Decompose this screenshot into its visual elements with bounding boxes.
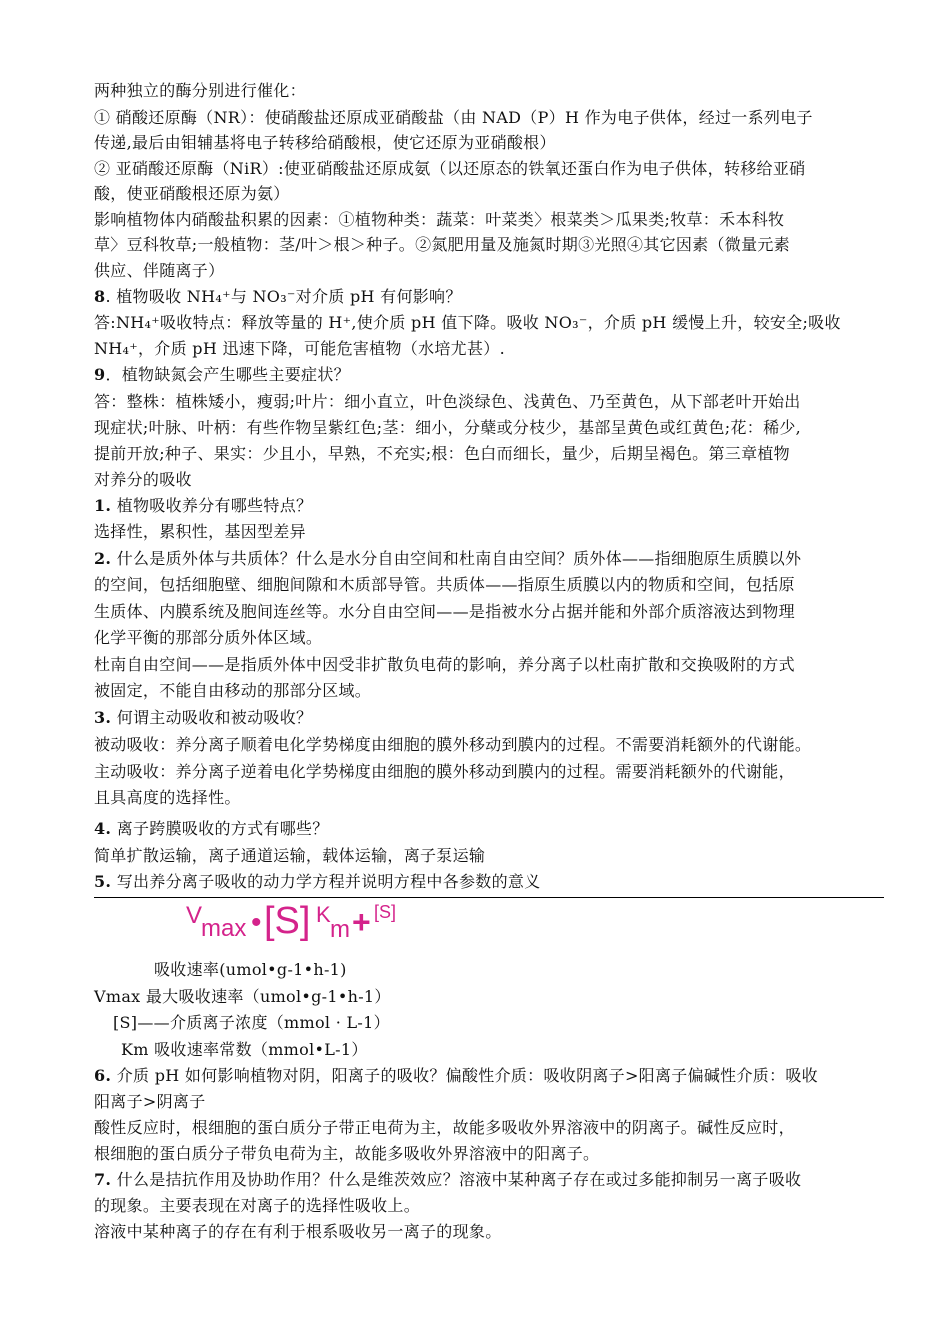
formula-max: max	[201, 915, 247, 942]
question-number: 3.	[94, 708, 112, 727]
text-line: 选择性，累积性，基因型差异	[94, 522, 306, 541]
param-s: [S]——介质离子浓度（mmol · L-1）	[113, 1013, 390, 1032]
question-text: 何谓主动吸收和被动吸收？	[116, 708, 313, 727]
question-text: 植物缺氮会产生哪些主要症状？	[121, 365, 350, 384]
text-line: 答:NH₄⁺吸收特点：释放等量的 H⁺,使介质 pH 值下降。吸收 NO₃⁻，介质 pH 缓慢上升，较安全;吸收	[94, 313, 841, 332]
text-line: 的空间，包括细胞壁、细胞间隙和木质部导管。共质体——指原生质膜以内的物质和空间，包括原	[94, 575, 795, 594]
text-line: 传递,最后由钼辅基将电子转移给硝酸根，使它还原为亚硝酸根）	[94, 133, 556, 152]
question-number: 8	[94, 287, 106, 306]
text-line: 简单扩散运输，离子通道运输，载体运输，离子泵运输	[94, 846, 486, 865]
question-number: 6.	[94, 1066, 112, 1085]
text-line: ① 硝酸还原酶（NR）：使硝酸盐还原成亚硝酸盐（由 NAD（P）H 作为电子供体，经过一系列电子	[94, 108, 813, 127]
text-line: 对养分的吸收	[94, 470, 192, 489]
text-line: 两种独立的酶分别进行催化：	[94, 81, 306, 100]
text-line: 答：整株：植株矮小，瘦弱;叶片：细小直立，叶色淡绿色、浅黄色、乃至黄色，从下部老叶开始出	[94, 392, 801, 411]
text-line: 主动吸收：养分离子逆着电化学势梯度由细胞的膜外移动到膜内的过程。需要消耗额外的代谢能，	[94, 762, 795, 781]
question-8: 8. 植物吸收 NH₄⁺与 NO₃⁻对介质 pH 有何影响？	[94, 287, 462, 306]
question-text: 介质 pH 如何影响植物对阴，阳离子的吸收？偏酸性介质：吸收阴离子>阳离子偏碱性介质：吸收	[116, 1066, 818, 1085]
question-text: 植物吸收 NH₄⁺与 NO₃⁻对介质 pH 有何影响？	[116, 287, 462, 306]
question-text: 什么是拮抗作用及协助作用？什么是维茨效应？溶液中某种离子存在或过多能抑制另一离子吸收	[116, 1170, 802, 1189]
question-number: 2.	[94, 549, 112, 568]
question-5	[94, 870, 541, 894]
formula-k: K	[316, 902, 331, 927]
formula-s2: [S]	[374, 902, 397, 922]
text-line: 现症状;叶脉、叶柄：有些作物呈紫红色;茎：细小，分蘖或分枝少，基部呈黄色或红黄色;花：稀少,	[94, 418, 802, 437]
divider	[94, 897, 884, 898]
question-number: 1.	[94, 496, 112, 515]
text-line: ② 亚硝酸还原酶（NiR）:使亚硝酸盐还原成氨（以还原态的铁氧还蛋白作为电子供体，转移给亚硝	[94, 159, 806, 178]
text-line: 酸性反应时，根细胞的蛋白质分子带正电荷为主，故能多吸收外界溶液中的阴离子。碱性反应时，	[94, 1118, 795, 1137]
question-2	[94, 547, 801, 571]
text-line: 的现象。主要表现在对离子的选择性吸收上。	[94, 1196, 421, 1215]
text-line: 供应、伴随离子）	[94, 261, 225, 280]
text-line: 阳离子>阴离子	[94, 1092, 206, 1111]
question-number: 9	[94, 365, 106, 384]
question-3	[94, 706, 312, 730]
question-9: 9．植物缺氮会产生哪些主要症状？	[94, 365, 350, 384]
question-text: 写出养分离子吸收的动力学方程并说明方程中各参数的意义	[116, 872, 541, 891]
question-6	[94, 1064, 818, 1088]
question-text: 什么是质外体与共质体？什么是水分自由空间和杜南自由空间？质外体——指细胞原生质膜以外	[116, 549, 802, 568]
text-line: 酸，使亚硝酸根还原为氨）	[94, 184, 290, 203]
text-line: NH₄⁺，介质 pH 迅速下降，可能危害植物（水培尤甚）.	[94, 339, 505, 358]
question-7	[94, 1168, 801, 1192]
param-v: 吸收速率(umol•g-1•h-1)	[154, 960, 347, 979]
text-line: 且具高度的选择性。	[94, 788, 241, 807]
text-line: 根细胞的蛋白质分子带负电荷为主，故能多吸收外界溶液中的阳离子。	[94, 1144, 600, 1163]
formula-plus: +	[352, 904, 371, 940]
text-line: 杜南自由空间——是指质外体中因受非扩散负电荷的影响，养分离子以杜南扩散和交换吸附的方式	[94, 655, 795, 674]
formula-s: [S]	[264, 900, 311, 942]
text-line: 化学平衡的那部分质外体区域。	[94, 628, 323, 647]
formula-m: m	[330, 916, 350, 943]
question-text: 离子跨膜吸收的方式有哪些？	[116, 819, 329, 838]
question-number: 4.	[94, 819, 112, 838]
question-text: 植物吸收养分有哪些特点？	[116, 496, 313, 515]
text-line: 生质体、内膜系统及胞间连丝等。水分自由空间——是指被水分占据并能和外部介质溶液达到物理	[94, 602, 795, 621]
question-4	[94, 817, 329, 841]
text-line: 被固定，不能自由移动的那部分区域。	[94, 681, 372, 700]
text-line: 影响植物体内硝酸盐积累的因素：①植物种类：蔬菜：叶菜类〉根菜类＞瓜果类;牧草：禾本科牧	[94, 210, 785, 229]
question-number: 7.	[94, 1170, 112, 1189]
question-1	[94, 494, 312, 518]
question-number: 5.	[94, 872, 112, 891]
text-line: 提前开放;种子、果实：少且小，早熟，不充实;根：色白而细长，量少，后期呈褐色。第三章植物	[94, 444, 790, 463]
text-line: 被动吸收：养分离子顺着电化学势梯度由细胞的膜外移动到膜内的过程。不需要消耗额外的代谢能。	[94, 735, 812, 754]
text-line: 溶液中某种离子的存在有利于根系吸收另一离子的现象。	[94, 1222, 502, 1241]
param-vmax: Vmax 最大吸收速率（umol•g-1•h-1）	[94, 987, 391, 1006]
formula-dot: •	[251, 906, 262, 939]
param-km: Km 吸收速率常数（mmol•L-1）	[121, 1040, 368, 1059]
text-line: 草〉豆科牧草;一般植物：茎/叶＞根＞种子。②氮肥用量及施氮时期③光照④其它因素（微量元素	[94, 235, 790, 254]
formula-v: V	[186, 902, 203, 929]
